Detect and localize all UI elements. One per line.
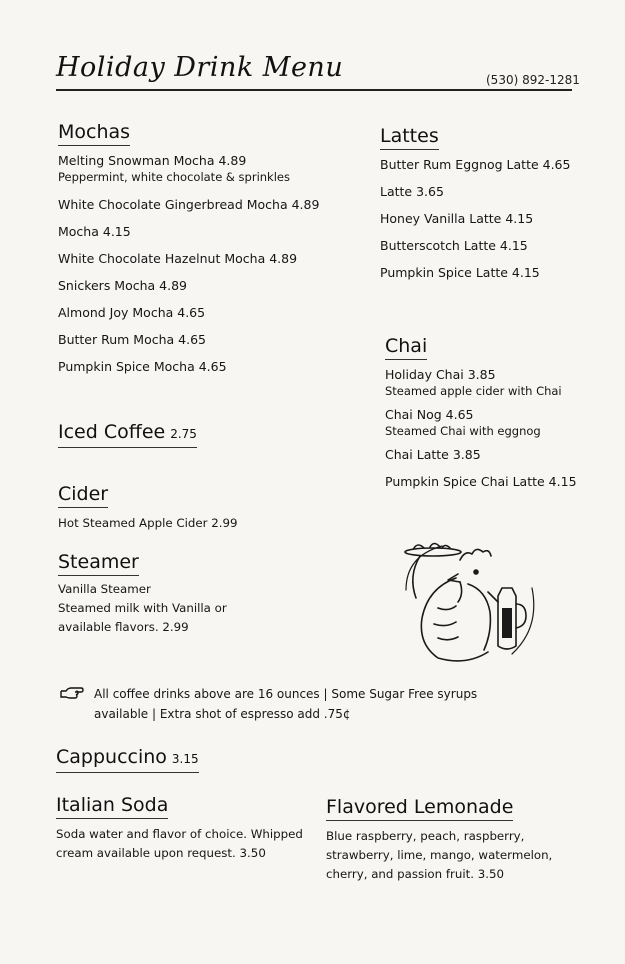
menu-note	[60, 684, 477, 724]
section-heading: Lattes	[380, 124, 439, 150]
lemonade-line: cherry, and passion fruit. 3.50	[326, 867, 505, 881]
section-flavored-lemonade	[326, 795, 552, 884]
menu-item: Butter Rum Mocha 4.65	[58, 332, 206, 347]
menu-item	[385, 406, 577, 440]
section-heading: Cider	[58, 482, 108, 508]
item-description: Steamed Chai with eggnog	[385, 424, 541, 438]
section-lattes	[380, 124, 570, 291]
lemonade-line: strawberry, lime, mango, watermelon,	[326, 848, 553, 862]
note-line: All coffee drinks above are 16 ounces | Some Sugar Free syrups	[94, 687, 478, 701]
section-heading	[58, 420, 197, 448]
title-underline	[56, 89, 572, 91]
menu-item: Latte 3.65	[380, 184, 444, 199]
note-line: available | Extra shot of espresso add .75¢	[94, 707, 351, 721]
menu-item	[58, 152, 319, 186]
section-heading: Chai	[385, 334, 427, 360]
rooster-waiter-icon	[398, 538, 538, 663]
menu-item: Snickers Mocha 4.89	[58, 278, 188, 293]
heading-text: Cappuccino	[56, 746, 167, 768]
menu-item: Butterscotch Latte 4.15	[380, 238, 528, 253]
menu-item: Mocha 4.15	[58, 224, 131, 239]
section-iced-coffee	[58, 420, 197, 448]
item-name: Holiday Chai 3.85	[385, 367, 496, 382]
menu-item: Pumpkin Spice Latte 4.15	[380, 265, 540, 280]
item-description: Steamed apple cider with Chai	[385, 384, 562, 398]
menu-item: White Chocolate Gingerbread Mocha 4.89	[58, 197, 320, 212]
section-heading: Flavored Lemonade	[326, 795, 513, 821]
menu-item: Chai Latte 3.85	[385, 447, 481, 462]
phone-number: (530) 892-1281	[486, 73, 580, 87]
soda-line: cream available upon request. 3.50	[56, 846, 266, 860]
lemonade-line: Blue raspberry, peach, raspberry,	[326, 829, 525, 843]
menu-title: Holiday Drink Menu	[56, 52, 344, 83]
menu-item: Almond Joy Mocha 4.65	[58, 305, 206, 320]
item-name: Melting Snowman Mocha 4.89	[58, 153, 247, 168]
section-mochas	[58, 120, 319, 385]
item-description: Peppermint, white chocolate & sprinkles	[58, 170, 290, 184]
section-cider	[58, 482, 238, 533]
soda-line: Soda water and flavor of choice. Whipped	[56, 827, 303, 841]
section-heading	[56, 745, 199, 773]
menu-item: Butter Rum Eggnog Latte 4.65	[380, 157, 571, 172]
section-heading: Steamer	[58, 550, 139, 576]
menu-item	[385, 366, 577, 400]
section-heading: Italian Soda	[56, 793, 168, 819]
menu-item: Honey Vanilla Latte 4.15	[380, 211, 534, 226]
menu-item: Pumpkin Spice Chai Latte 4.15	[385, 474, 577, 489]
item-name: Chai Nog 4.65	[385, 407, 474, 422]
steamer-line: Steamed milk with Vanilla or	[58, 601, 227, 615]
menu-item: White Chocolate Hazelnut Mocha 4.89	[58, 251, 298, 266]
section-cappuccino	[56, 745, 199, 773]
heading-price: 3.15	[171, 752, 199, 766]
section-steamer	[58, 550, 227, 637]
section-heading: Mochas	[58, 120, 130, 146]
heading-text: Iced Coffee	[58, 421, 166, 443]
steamer-line: available flavors. 2.99	[58, 620, 189, 634]
section-italian-soda	[56, 793, 303, 863]
pointing-hand-icon	[60, 686, 84, 700]
section-chai	[385, 334, 577, 500]
menu-item: Pumpkin Spice Mocha 4.65	[58, 359, 227, 374]
cider-text: Hot Steamed Apple Cider 2.99	[58, 516, 238, 530]
steamer-line: Vanilla Steamer	[58, 582, 151, 596]
heading-price: 2.75	[170, 427, 197, 441]
